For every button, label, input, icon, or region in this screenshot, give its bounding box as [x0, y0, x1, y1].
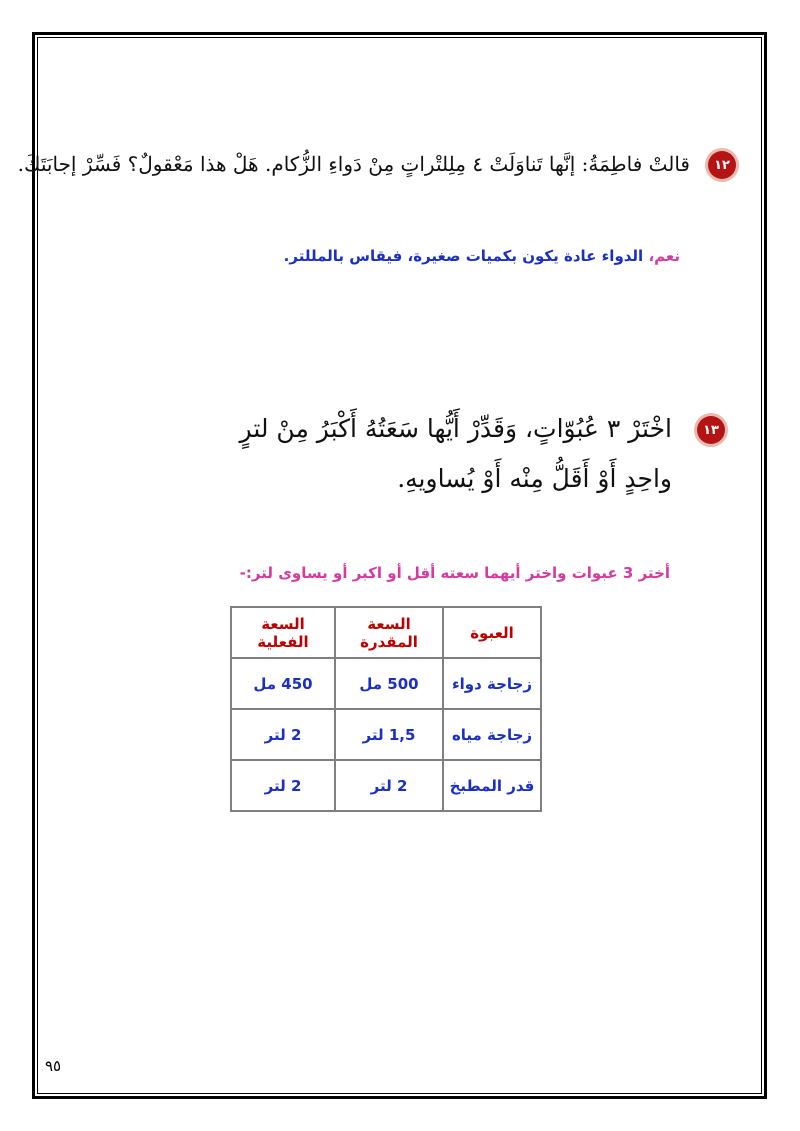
question-13-number: ١٣ [703, 422, 719, 438]
table-row [231, 709, 541, 760]
question-12-number: ١٢ [714, 157, 730, 173]
table-cell: 2 لتر [231, 709, 335, 760]
table-cell: 2 لتر [335, 760, 443, 811]
header-container: العبوة [443, 607, 541, 658]
table-cell: 500 مل [335, 658, 443, 709]
question-13-badge [697, 416, 725, 444]
page-number: ٩٥ [45, 1057, 62, 1075]
table-cell: 1,5 لتر [335, 709, 443, 760]
question-13-line1: اخْتَرْ ٣ عُبُوّاتٍ، وَقَدِّرْ أَيُّها سَعَتُهُ أَكْبَرُ مِنْ لترٍ [239, 414, 672, 443]
capacity-table [230, 606, 542, 812]
answer-text: الدواء عادة يكون بكميات صغيرة، فيقاس بالمللتر. [283, 247, 649, 265]
table-cell: زجاجة مياه [443, 709, 541, 760]
table-cell: 450 مل [231, 658, 335, 709]
table-cell: قدر المطبخ [443, 760, 541, 811]
question-13-line2: واحِدٍ أَوْ أَقَلُّ مِنْه أَوْ يُساويهِ. [397, 464, 672, 493]
table-cell: زجاجة دواء [443, 658, 541, 709]
question-12-badge [708, 151, 736, 179]
question-12-answer [284, 247, 680, 265]
answer-prefix: نعم، [648, 247, 680, 265]
question-13-instruction: أختر 3 عبوات واختر أيهما سعته أقل أو اكبر أو يساوى لتر:- [239, 564, 670, 582]
question-12-text: قالتْ فاطِمَةُ: إنَّها تَناوَلَتْ ٤ مِلِلتْراتٍ مِنْ دَواءِ الزُّكام. هَلْ هذا مَعْقولٌ؟ فَسِّرْ إجابَتَكَ. [17, 152, 690, 176]
header-estimated-capacity: السعة المقدرة [335, 607, 443, 658]
table-cell: 2 لتر [231, 760, 335, 811]
table-row [231, 658, 541, 709]
table-row [231, 760, 541, 811]
header-actual-capacity: السعة الفعلية [231, 607, 335, 658]
table-header-row [231, 607, 541, 658]
